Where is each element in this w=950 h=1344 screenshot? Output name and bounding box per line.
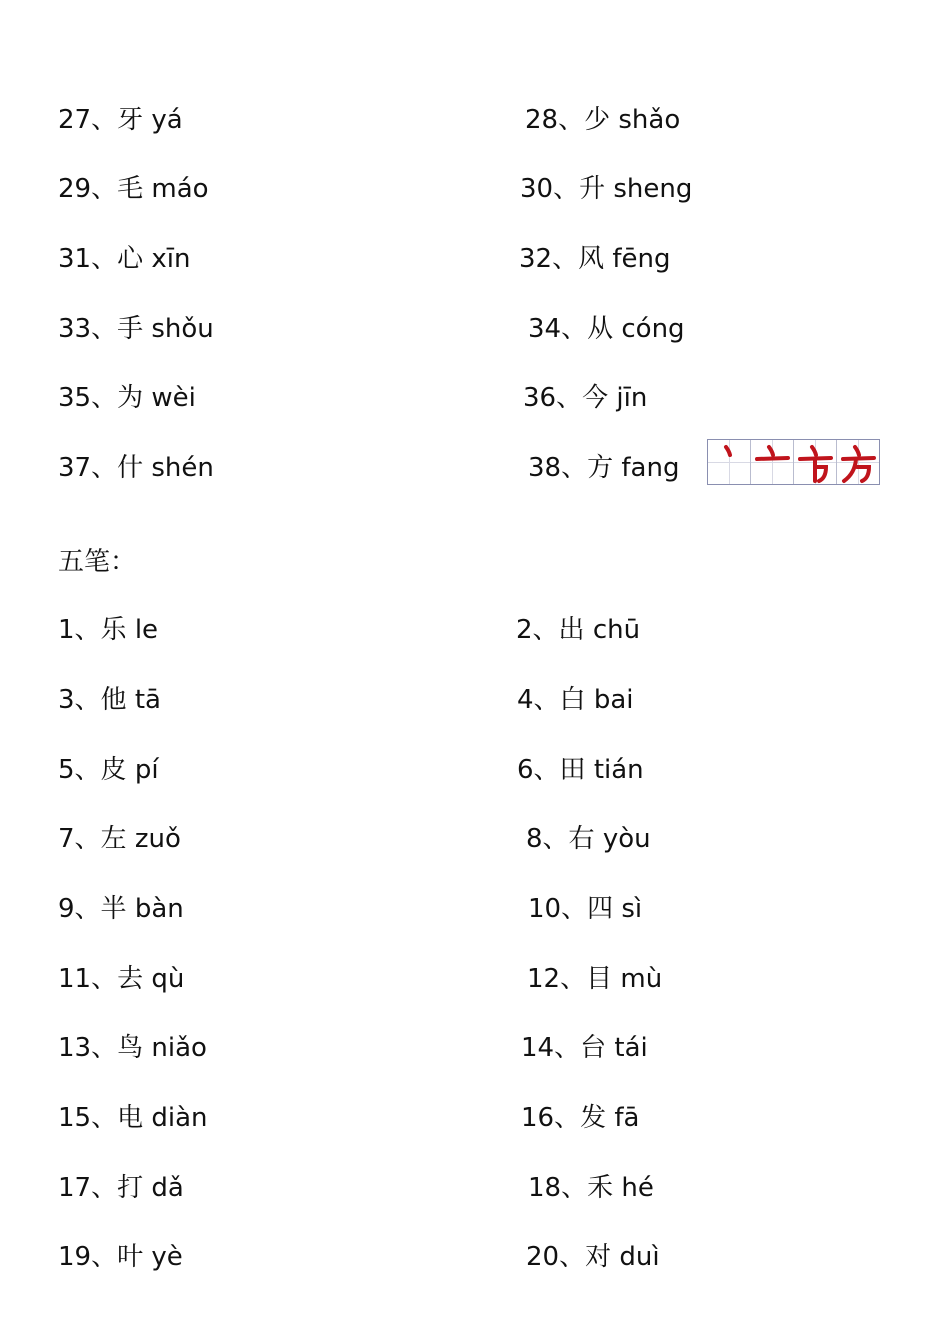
item-pinyin: fēng: [612, 244, 671, 274]
item-character: 升: [579, 174, 606, 204]
list-item: [58, 1240, 183, 1274]
list-item: [526, 822, 651, 856]
list-item: [523, 381, 647, 415]
list-item: [58, 613, 158, 647]
item-number: 18、: [528, 1173, 588, 1203]
list-item: [58, 892, 184, 926]
item-number: 27、: [58, 105, 118, 135]
item-pinyin: zuǒ: [134, 824, 181, 854]
list-item: [525, 103, 680, 137]
item-character: 四: [587, 894, 614, 924]
item-character: 叶: [117, 1242, 144, 1272]
list-item: [526, 1240, 660, 1274]
list-item: [521, 1101, 639, 1135]
item-pinyin: tái: [614, 1033, 648, 1063]
item-character: 心: [117, 244, 144, 274]
item-pinyin: mù: [620, 964, 663, 994]
list-item: [517, 753, 644, 787]
list-item: [528, 1171, 654, 1205]
item-pinyin: diàn: [151, 1103, 208, 1133]
list-item: [521, 1031, 648, 1065]
item-pinyin: shǎo: [618, 105, 681, 135]
item-pinyin: qù: [151, 964, 185, 994]
item-number: 1、: [58, 615, 101, 645]
section-title: 五笔：: [58, 547, 137, 577]
item-character: 乐: [100, 615, 127, 645]
item-pinyin: bàn: [134, 894, 184, 924]
item-character: 为: [117, 383, 144, 413]
item-character: 牙: [117, 105, 144, 135]
list-item: [58, 1101, 208, 1135]
item-pinyin: duì: [619, 1242, 660, 1272]
item-character: 方: [587, 453, 614, 483]
item-pinyin: yè: [151, 1242, 183, 1272]
item-character: 今: [582, 383, 609, 413]
item-character: 发: [580, 1103, 607, 1133]
item-pinyin: sì: [621, 894, 643, 924]
item-number: 31、: [58, 244, 118, 274]
item-pinyin: máo: [151, 174, 209, 204]
list-item: [517, 683, 634, 717]
item-character: 去: [117, 964, 144, 994]
item-pinyin: yòu: [602, 824, 651, 854]
item-number: 20、: [526, 1242, 586, 1272]
list-item: [58, 242, 190, 276]
stroke-step-1: [708, 440, 751, 484]
list-item: [58, 1031, 207, 1065]
item-character: 对: [585, 1242, 612, 1272]
list-item: [58, 753, 159, 787]
item-pinyin: pí: [134, 755, 159, 785]
item-pinyin: le: [134, 615, 159, 645]
item-number: 36、: [523, 383, 583, 413]
item-character: 皮: [100, 755, 127, 785]
item-number: 6、: [517, 755, 560, 785]
list-item: [58, 683, 161, 717]
item-character: 毛: [117, 174, 144, 204]
item-number: 10、: [528, 894, 588, 924]
list-item: [58, 962, 184, 996]
item-number: 4、: [517, 685, 560, 715]
item-number: 30、: [520, 174, 580, 204]
item-character: 白: [559, 685, 586, 715]
item-character: 少: [584, 105, 611, 135]
item-number: 35、: [58, 383, 118, 413]
item-character: 田: [559, 755, 586, 785]
item-pinyin: niǎo: [151, 1033, 207, 1063]
item-character: 左: [100, 824, 127, 854]
item-number: 9、: [58, 894, 101, 924]
item-number: 38、: [528, 453, 588, 483]
item-number: 29、: [58, 174, 118, 204]
item-character: 出: [558, 615, 585, 645]
item-number: 28、: [525, 105, 585, 135]
list-item: [520, 172, 692, 206]
item-number: 33、: [58, 314, 118, 344]
item-number: 11、: [58, 964, 118, 994]
item-pinyin: fā: [614, 1103, 640, 1133]
item-number: 14、: [521, 1033, 581, 1063]
list-item: [58, 381, 196, 415]
list-item: [58, 172, 209, 206]
item-pinyin: xīn: [151, 244, 191, 274]
list-item: [519, 242, 671, 276]
item-number: 15、: [58, 1103, 118, 1133]
item-pinyin: wèi: [151, 383, 196, 413]
list-item: [58, 1171, 184, 1205]
item-character: 禾: [587, 1173, 614, 1203]
item-pinyin: yá: [151, 105, 183, 135]
item-character: 他: [100, 685, 127, 715]
list-item: [58, 312, 214, 346]
stroke-step-2: [751, 440, 794, 484]
stroke-order-fang-icon: [707, 439, 880, 485]
item-number: 19、: [58, 1242, 118, 1272]
item-number: 5、: [58, 755, 101, 785]
list-item: [528, 892, 642, 926]
item-character: 手: [117, 314, 144, 344]
item-character: 什: [117, 453, 144, 483]
stroke-step-3: [794, 440, 837, 484]
item-number: 17、: [58, 1173, 118, 1203]
item-character: 从: [587, 314, 614, 344]
item-character: 台: [580, 1033, 607, 1063]
item-pinyin: hé: [621, 1173, 654, 1203]
item-number: 13、: [58, 1033, 118, 1063]
item-number: 8、: [526, 824, 569, 854]
item-number: 32、: [519, 244, 579, 274]
item-number: 12、: [527, 964, 587, 994]
item-number: 2、: [516, 615, 559, 645]
stroke-step-4: [837, 440, 879, 484]
item-pinyin: fang: [621, 453, 680, 483]
item-character: 半: [100, 894, 127, 924]
item-number: 34、: [528, 314, 588, 344]
item-number: 7、: [58, 824, 101, 854]
item-pinyin: shǒu: [151, 314, 214, 344]
item-character: 风: [578, 244, 605, 274]
list-item: [527, 962, 662, 996]
item-pinyin: shén: [151, 453, 214, 483]
item-character: 打: [117, 1173, 144, 1203]
item-pinyin: dǎ: [151, 1173, 184, 1203]
item-pinyin: cóng: [621, 314, 685, 344]
item-character: 鸟: [117, 1033, 144, 1063]
list-item: [58, 103, 183, 137]
list-item: [528, 451, 679, 485]
item-pinyin: jīn: [616, 383, 648, 413]
item-number: 16、: [521, 1103, 581, 1133]
item-character: 目: [586, 964, 613, 994]
item-pinyin: tián: [593, 755, 644, 785]
list-item: [516, 613, 640, 647]
item-character: 右: [568, 824, 595, 854]
item-pinyin: bai: [593, 685, 634, 715]
item-number: 37、: [58, 453, 118, 483]
item-pinyin: tā: [134, 685, 161, 715]
list-item: [58, 451, 214, 485]
list-item: [58, 822, 181, 856]
item-number: 3、: [58, 685, 101, 715]
list-item: [528, 312, 685, 346]
item-character: 电: [117, 1103, 144, 1133]
item-pinyin: chū: [592, 615, 641, 645]
item-pinyin: sheng: [613, 174, 693, 204]
